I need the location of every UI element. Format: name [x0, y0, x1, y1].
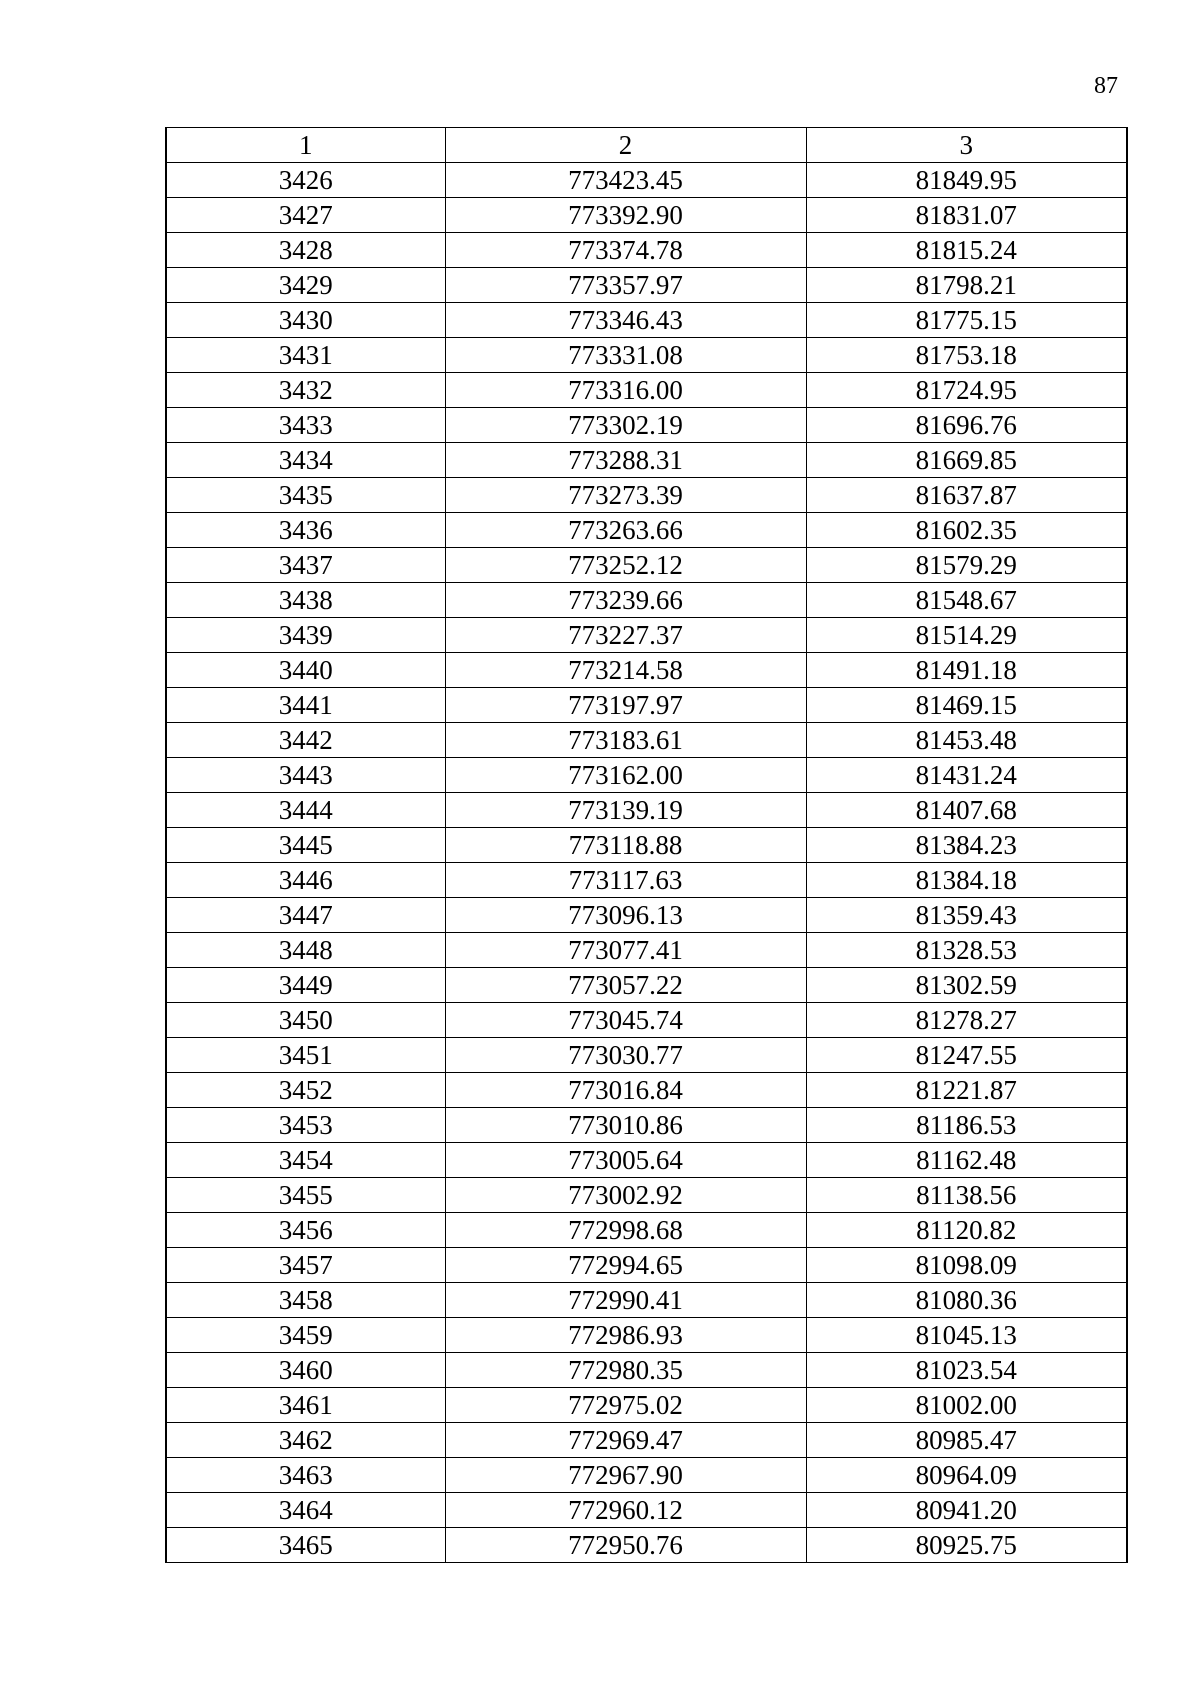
- x-coordinate-cell: 773010.86: [445, 1108, 806, 1143]
- x-coordinate-cell: 773197.97: [445, 688, 806, 723]
- table-row: [166, 1248, 1127, 1283]
- table-row: [166, 548, 1127, 583]
- x-coordinate-cell: 773273.39: [445, 478, 806, 513]
- point-number-cell: 3426: [166, 163, 445, 198]
- table-row: [166, 1143, 1127, 1178]
- y-coordinate-cell: 81602.35: [806, 513, 1127, 548]
- point-number-cell: 3434: [166, 443, 445, 478]
- point-number-cell: 3448: [166, 933, 445, 968]
- x-coordinate-cell: 772960.12: [445, 1493, 806, 1528]
- table-row: [166, 1458, 1127, 1493]
- table-row: [166, 163, 1127, 198]
- table-row: [166, 1423, 1127, 1458]
- x-coordinate-cell: 773045.74: [445, 1003, 806, 1038]
- table-row: [166, 303, 1127, 338]
- x-coordinate-cell: 773346.43: [445, 303, 806, 338]
- x-coordinate-cell: 772994.65: [445, 1248, 806, 1283]
- point-number-cell: 3455: [166, 1178, 445, 1213]
- table-row: [166, 653, 1127, 688]
- point-number-cell: 3456: [166, 1213, 445, 1248]
- point-number-cell: 3441: [166, 688, 445, 723]
- y-coordinate-cell: 81138.56: [806, 1178, 1127, 1213]
- x-coordinate-cell: 773118.88: [445, 828, 806, 863]
- point-number-cell: 3431: [166, 338, 445, 373]
- x-coordinate-cell: 773214.58: [445, 653, 806, 688]
- point-number-cell: 3447: [166, 898, 445, 933]
- point-number-cell: 3460: [166, 1353, 445, 1388]
- y-coordinate-cell: 81162.48: [806, 1143, 1127, 1178]
- y-coordinate-cell: 81045.13: [806, 1318, 1127, 1353]
- point-number-cell: 3452: [166, 1073, 445, 1108]
- y-coordinate-cell: 81247.55: [806, 1038, 1127, 1073]
- point-number-cell: 3443: [166, 758, 445, 793]
- y-coordinate-cell: 81775.15: [806, 303, 1127, 338]
- table-row: [166, 968, 1127, 1003]
- x-coordinate-cell: 772969.47: [445, 1423, 806, 1458]
- coordinates-table: [165, 127, 1128, 1563]
- x-coordinate-cell: 773183.61: [445, 723, 806, 758]
- y-coordinate-cell: 80925.75: [806, 1528, 1127, 1563]
- column-header-2: 2: [445, 128, 806, 163]
- point-number-cell: 3458: [166, 1283, 445, 1318]
- x-coordinate-cell: 773423.45: [445, 163, 806, 198]
- table-row: [166, 828, 1127, 863]
- x-coordinate-cell: 773117.63: [445, 863, 806, 898]
- point-number-cell: 3463: [166, 1458, 445, 1493]
- point-number-cell: 3433: [166, 408, 445, 443]
- x-coordinate-cell: 773374.78: [445, 233, 806, 268]
- y-coordinate-cell: 81637.87: [806, 478, 1127, 513]
- point-number-cell: 3451: [166, 1038, 445, 1073]
- point-number-cell: 3446: [166, 863, 445, 898]
- y-coordinate-cell: 81120.82: [806, 1213, 1127, 1248]
- y-coordinate-cell: 81548.67: [806, 583, 1127, 618]
- x-coordinate-cell: 773096.13: [445, 898, 806, 933]
- point-number-cell: 3430: [166, 303, 445, 338]
- x-coordinate-cell: 773227.37: [445, 618, 806, 653]
- y-coordinate-cell: 81023.54: [806, 1353, 1127, 1388]
- x-coordinate-cell: 773252.12: [445, 548, 806, 583]
- point-number-cell: 3436: [166, 513, 445, 548]
- x-coordinate-cell: 773162.00: [445, 758, 806, 793]
- y-coordinate-cell: 81579.29: [806, 548, 1127, 583]
- x-coordinate-cell: 773005.64: [445, 1143, 806, 1178]
- point-number-cell: 3462: [166, 1423, 445, 1458]
- point-number-cell: 3439: [166, 618, 445, 653]
- y-coordinate-cell: 81849.95: [806, 163, 1127, 198]
- table-row: [166, 1353, 1127, 1388]
- y-coordinate-cell: 81798.21: [806, 268, 1127, 303]
- x-coordinate-cell: 772990.41: [445, 1283, 806, 1318]
- x-coordinate-cell: 773302.19: [445, 408, 806, 443]
- y-coordinate-cell: 81491.18: [806, 653, 1127, 688]
- table-row: [166, 1318, 1127, 1353]
- x-coordinate-cell: 773288.31: [445, 443, 806, 478]
- y-coordinate-cell: 81407.68: [806, 793, 1127, 828]
- x-coordinate-cell: 772998.68: [445, 1213, 806, 1248]
- table-row: [166, 338, 1127, 373]
- point-number-cell: 3445: [166, 828, 445, 863]
- point-number-cell: 3442: [166, 723, 445, 758]
- table-row: [166, 1108, 1127, 1143]
- point-number-cell: 3428: [166, 233, 445, 268]
- y-coordinate-cell: 81753.18: [806, 338, 1127, 373]
- x-coordinate-cell: 772986.93: [445, 1318, 806, 1353]
- point-number-cell: 3444: [166, 793, 445, 828]
- point-number-cell: 3465: [166, 1528, 445, 1563]
- y-coordinate-cell: 81002.00: [806, 1388, 1127, 1423]
- x-coordinate-cell: 773263.66: [445, 513, 806, 548]
- y-coordinate-cell: 81696.76: [806, 408, 1127, 443]
- x-coordinate-cell: 773002.92: [445, 1178, 806, 1213]
- point-number-cell: 3432: [166, 373, 445, 408]
- column-header-3: 3: [806, 128, 1127, 163]
- table-row: [166, 793, 1127, 828]
- x-coordinate-cell: 773139.19: [445, 793, 806, 828]
- x-coordinate-cell: 773030.77: [445, 1038, 806, 1073]
- table-row: [166, 268, 1127, 303]
- y-coordinate-cell: 81815.24: [806, 233, 1127, 268]
- table-header-row: [166, 128, 1127, 163]
- point-number-cell: 3459: [166, 1318, 445, 1353]
- y-coordinate-cell: 81514.29: [806, 618, 1127, 653]
- y-coordinate-cell: 81359.43: [806, 898, 1127, 933]
- table-row: [166, 863, 1127, 898]
- x-coordinate-cell: 773357.97: [445, 268, 806, 303]
- y-coordinate-cell: 81302.59: [806, 968, 1127, 1003]
- y-coordinate-cell: 81221.87: [806, 1073, 1127, 1108]
- table-row: [166, 1038, 1127, 1073]
- table-row: [166, 513, 1127, 548]
- y-coordinate-cell: 81384.18: [806, 863, 1127, 898]
- point-number-cell: 3461: [166, 1388, 445, 1423]
- table-row: [166, 233, 1127, 268]
- y-coordinate-cell: 81080.36: [806, 1283, 1127, 1318]
- y-coordinate-cell: 81186.53: [806, 1108, 1127, 1143]
- table-row: [166, 933, 1127, 968]
- table-row: [166, 408, 1127, 443]
- point-number-cell: 3427: [166, 198, 445, 233]
- y-coordinate-cell: 81669.85: [806, 443, 1127, 478]
- y-coordinate-cell: 81469.15: [806, 688, 1127, 723]
- table-row: [166, 373, 1127, 408]
- page-number: 87: [1094, 73, 1118, 99]
- point-number-cell: 3457: [166, 1248, 445, 1283]
- point-number-cell: 3438: [166, 583, 445, 618]
- x-coordinate-cell: 772980.35: [445, 1353, 806, 1388]
- y-coordinate-cell: 81098.09: [806, 1248, 1127, 1283]
- table-row: [166, 618, 1127, 653]
- point-number-cell: 3449: [166, 968, 445, 1003]
- column-header-1: 1: [166, 128, 445, 163]
- table-row: [166, 1213, 1127, 1248]
- y-coordinate-cell: 81831.07: [806, 198, 1127, 233]
- x-coordinate-cell: 773392.90: [445, 198, 806, 233]
- point-number-cell: 3429: [166, 268, 445, 303]
- table-body: [166, 163, 1127, 1563]
- point-number-cell: 3454: [166, 1143, 445, 1178]
- y-coordinate-cell: 81278.27: [806, 1003, 1127, 1038]
- table-row: [166, 1073, 1127, 1108]
- table-row: [166, 1283, 1127, 1318]
- y-coordinate-cell: 80985.47: [806, 1423, 1127, 1458]
- y-coordinate-cell: 81724.95: [806, 373, 1127, 408]
- table-row: [166, 1528, 1127, 1563]
- table-row: [166, 1388, 1127, 1423]
- point-number-cell: 3450: [166, 1003, 445, 1038]
- x-coordinate-cell: 773316.00: [445, 373, 806, 408]
- table-row: [166, 1493, 1127, 1528]
- y-coordinate-cell: 80964.09: [806, 1458, 1127, 1493]
- x-coordinate-cell: 772967.90: [445, 1458, 806, 1493]
- table-row: [166, 478, 1127, 513]
- y-coordinate-cell: 81328.53: [806, 933, 1127, 968]
- table-row: [166, 443, 1127, 478]
- y-coordinate-cell: 81384.23: [806, 828, 1127, 863]
- table-row: [166, 1178, 1127, 1213]
- table-row: [166, 898, 1127, 933]
- point-number-cell: 3453: [166, 1108, 445, 1143]
- x-coordinate-cell: 773057.22: [445, 968, 806, 1003]
- table-row: [166, 1003, 1127, 1038]
- table-row: [166, 758, 1127, 793]
- y-coordinate-cell: 81453.48: [806, 723, 1127, 758]
- table-row: [166, 723, 1127, 758]
- point-number-cell: 3435: [166, 478, 445, 513]
- table-row: [166, 583, 1127, 618]
- point-number-cell: 3437: [166, 548, 445, 583]
- y-coordinate-cell: 81431.24: [806, 758, 1127, 793]
- x-coordinate-cell: 773016.84: [445, 1073, 806, 1108]
- x-coordinate-cell: 772975.02: [445, 1388, 806, 1423]
- x-coordinate-cell: 773331.08: [445, 338, 806, 373]
- point-number-cell: 3440: [166, 653, 445, 688]
- x-coordinate-cell: 773077.41: [445, 933, 806, 968]
- x-coordinate-cell: 773239.66: [445, 583, 806, 618]
- table-row: [166, 198, 1127, 233]
- x-coordinate-cell: 772950.76: [445, 1528, 806, 1563]
- point-number-cell: 3464: [166, 1493, 445, 1528]
- table-row: [166, 688, 1127, 723]
- y-coordinate-cell: 80941.20: [806, 1493, 1127, 1528]
